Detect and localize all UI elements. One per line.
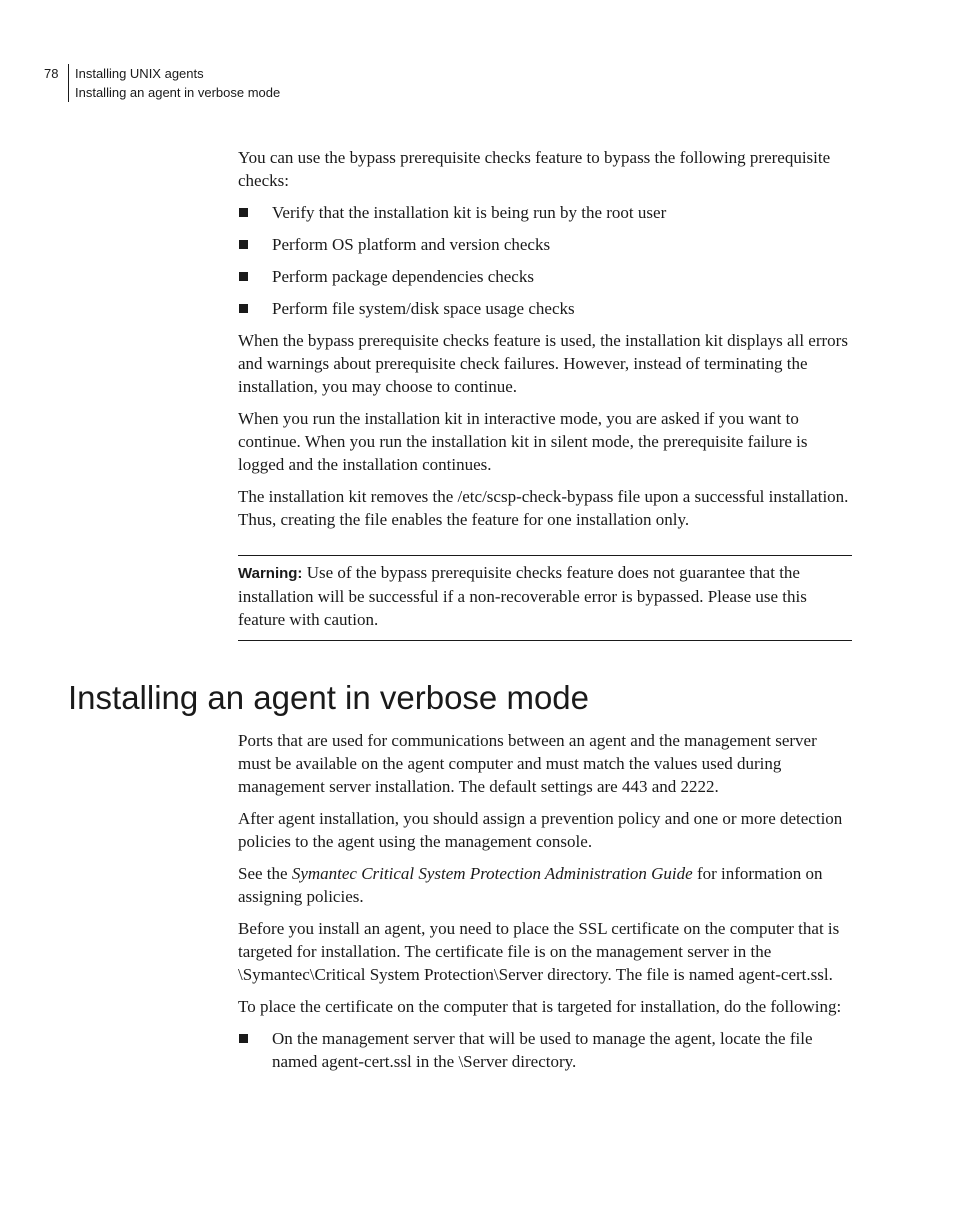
bullet-icon (239, 240, 248, 249)
page-number: 78 (44, 66, 59, 81)
header-section: Installing an agent in verbose mode (75, 85, 281, 100)
body-paragraph: After agent installation, you should assign a prevention policy and one or more detection policies to the agent using the management console. (238, 809, 843, 851)
body-paragraph: When the bypass prerequisite checks feature is used, the installation kit displays all errors and warnings about prerequisite check failures. However, instead of terminating the installation, you may choose to continue. (238, 331, 848, 396)
list-item: Verify that the installation kit is being run by the root user (238, 201, 852, 224)
section-body (238, 729, 852, 1082)
bullet-icon (239, 208, 248, 217)
guide-title: Symantec Critical System Protection Administration Guide (291, 864, 693, 883)
see-also-paragraph: See the Symantec Critical System Protection Administration Guide for information on assigning policies. (238, 864, 823, 906)
running-header (44, 64, 280, 102)
list-item: Perform OS platform and version checks (238, 233, 852, 256)
list-item: On the management server that will be used to manage the agent, locate the file named agent-cert.ssl in the \Server directory. (238, 1027, 852, 1073)
body-paragraph: The installation kit removes the /etc/scsp-check-bypass file upon a successful installation. Thus, creating the file enables the feature for one installation only. (238, 487, 849, 529)
header-chapter: Installing UNIX agents (75, 66, 204, 81)
prerequisite-checks-list (238, 201, 852, 320)
warning-label: Warning: (238, 565, 303, 582)
body-paragraph: Ports that are used for communications between an agent and the management server must be available on the agent computer and must match the values used during management server installation. The default settings are 443 and 2222. (238, 731, 817, 796)
warning-text: Use of the bypass prerequisite checks feature does not guarantee that the installation will be successful if a non-recoverable error is bypassed. Please use this feature with caution. (238, 563, 807, 629)
intro-paragraph: You can use the bypass prerequisite checks feature to bypass the following prerequisite checks: (238, 148, 831, 190)
intro-block (238, 146, 852, 641)
body-paragraph: When you run the installation kit in interactive mode, you are asked if you want to continue. When you run the installation kit in silent mode, the prerequisite failure is logged and the installation continues. (238, 409, 808, 474)
header-text (68, 64, 280, 102)
warning-note (238, 555, 852, 641)
list-item: Perform file system/disk space usage checks (238, 297, 852, 320)
body-paragraph: Before you install an agent, you need to place the SSL certificate on the computer that is targeted for installation. The certificate file is on the management server in the \Symantec\Critical System Protection\Server directory. The file is named agent-cert.ssl. (238, 919, 840, 984)
body-paragraph: To place the certificate on the computer that is targeted for installation, do the following: (238, 997, 842, 1016)
bullet-icon (239, 304, 248, 313)
bullet-icon (239, 272, 248, 281)
bullet-icon (239, 1034, 248, 1043)
list-item: Perform package dependencies checks (238, 265, 852, 288)
section-title: Installing an agent in verbose mode (68, 679, 590, 716)
certificate-steps-list (238, 1027, 852, 1073)
